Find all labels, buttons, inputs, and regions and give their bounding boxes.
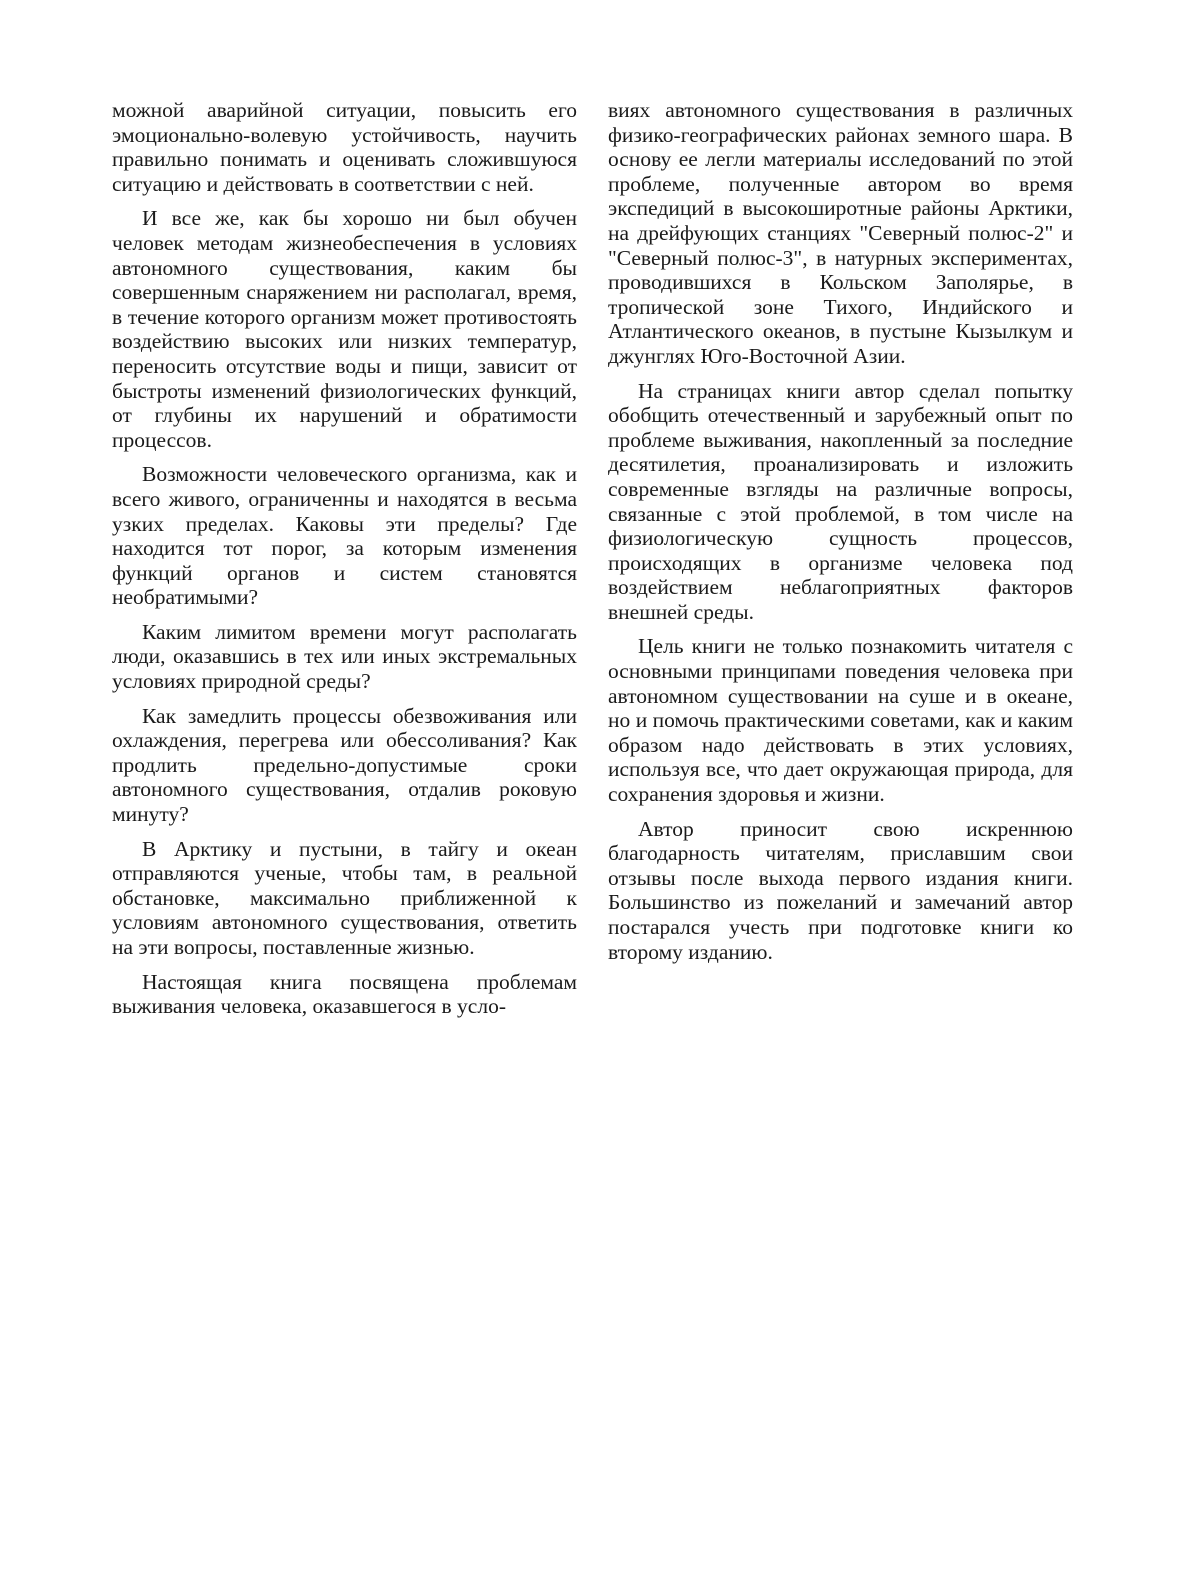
right-text-column [608, 98, 1073, 974]
paragraph: Возможности человеческого организма, как и всего живого, ограниченны и находятся в весьма узких пределах. Каковы эти пределы? Где находится тот порог, за которым изменения функций органов и систем становятся необратимыми? [112, 462, 577, 610]
left-text-column [112, 98, 577, 1029]
paragraph: В Арктику и пустыни, в тайгу и океан отправляются ученые, чтобы там, в реальной обстановке, максимально приближенной к условиям автономного существования, ответить на эти вопросы, поставленные жизнью. [112, 836, 577, 959]
paragraph: Как замедлить процессы обезвоживания или охлаждения, перегрева или обессоливания? Как продлить предельно-допустимые сроки автономного существования, отдалив роковую минуту? [112, 703, 577, 827]
paragraph: виях автономного существования в различных физико-географических районах земного шара. В основу ее легли материалы исследований по этой проблеме, полученные автором во время экспедиций в высокоширотные районы Арктики, на дрейфующих станциях "Северный полюс-2" и "Северный полюс-3", в натурных экспериментах, проводившихся в Кольском Заполярье, в тропической зоне Тихого, Индийского и Атлантического океанов, в пустыне Кызылкум и джунглях Юго-Восточной Азии. [608, 98, 1073, 368]
paragraph: Каким лимитом времени могут располагать люди, оказавшись в тех или иных экстремальных условиях природной среды? [112, 619, 577, 694]
paragraph: Цель книги не только познакомить читателя с основными принципами поведения человека при автономном существовании на суше и в океане, но и помочь практическими советами, как и каким образом надо действовать в этих условиях, используя все, что дает окружающая природа, для сохранения здоровья и жизни. [608, 634, 1073, 807]
paragraph: На страницах книги автор сделал попытку обобщить отечественный и зарубежный опыт по проблеме выживания, накопленный за последние десятилетия, проанализировать и изложить современные взгляды на различные вопросы, связанные с этой проблемой, в том числе на физиологическую сущность процессов, происходящих в организме человека под воздействием неблагоприятных факторов внешней среды. [608, 378, 1073, 624]
paragraph: Настоящая книга посвящена проблемам выживания человека, оказавшегося в усло- [112, 969, 577, 1019]
paragraph: можной аварийной ситуации, повысить его эмоционально-волевую устойчивость, научить правильно понимать и оценивать сложившуюся ситуацию и действовать в соответствии с ней. [112, 98, 577, 196]
paragraph: Автор приносит свою искреннюю благодарность читателям, приславшим свои отзывы после выхода первого издания книги. Большинство из пожеланий и замечаний автор постарался учесть при подготовке книги ко второму изданию. [608, 816, 1073, 964]
paragraph: И все же, как бы хорошо ни был обучен человек методам жизнеобеспечения в условиях автономного существования, каким бы совершенным снаряжением ни располагал, время, в течение которого организм может противостоять воздействию высоких или низких температур, переносить отсутствие воды и пищи, зависит от быстроты изменений физиологических функций, от глубины их нарушений и обратимости процессов. [112, 206, 577, 452]
